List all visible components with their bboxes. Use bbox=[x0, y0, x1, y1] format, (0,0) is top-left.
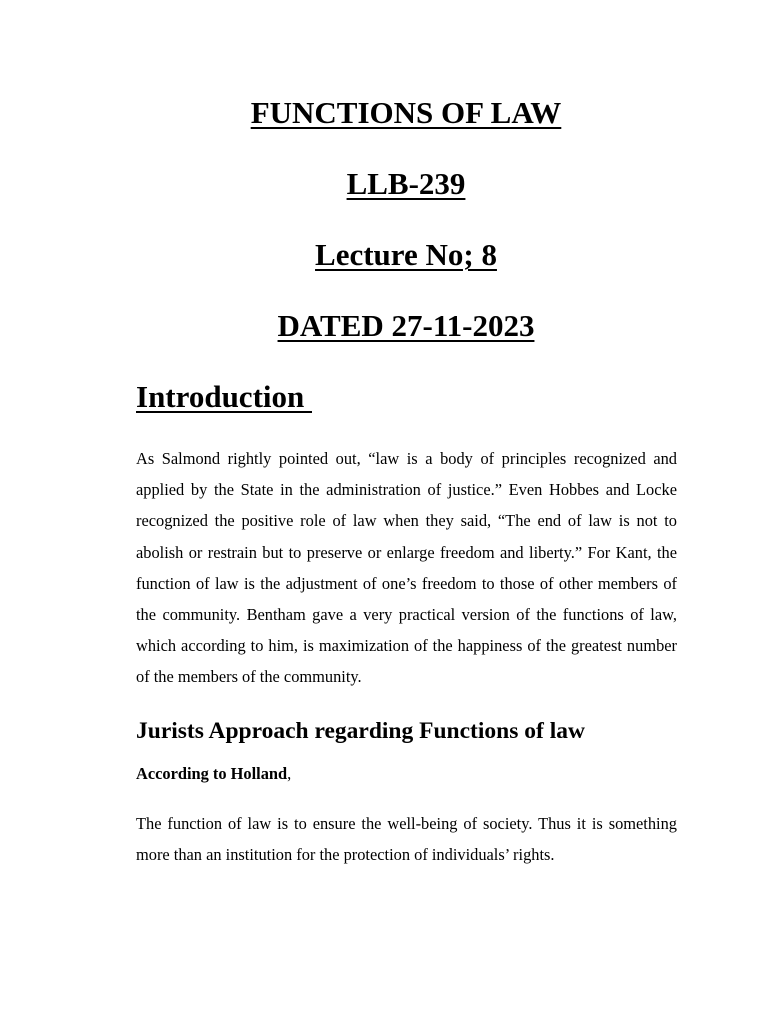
document-title: FUNCTIONS OF LAW bbox=[250, 95, 562, 130]
lecture-number: Lecture No; 8 bbox=[315, 237, 497, 272]
holland-subheading bbox=[136, 762, 291, 786]
holland-label: According to Holland bbox=[136, 764, 288, 783]
holland-paragraph: The function of law is to ensure the well-being of society. Thus it is something more than an institution for the protection of individuals’ rights. bbox=[136, 814, 677, 865]
jurists-approach-heading: Jurists Approach regarding Functions of law bbox=[136, 718, 585, 744]
holland-suffix: , bbox=[287, 764, 292, 783]
lecture-date: DATED 27-11-2023 bbox=[277, 308, 535, 343]
course-code: LLB-239 bbox=[346, 166, 466, 201]
introduction-paragraph: As Salmond rightly pointed out, “law is a body of principles recognized and applied by the State in the administration of justice.” Even Hobbes and Locke recognized the positive role of law when they said, “The end of law is not to abolish or restrain but to preserve or enlarge freedom and liberty.” For Kant, the function of law is the adjustment of one’s freedom to those of other members of the community. Bentham gave a very practical version of the functions of law, which according to him, is maximization of the happiness of the greatest number of the members of the community. bbox=[136, 449, 677, 687]
introduction-heading: Introduction bbox=[136, 379, 312, 414]
